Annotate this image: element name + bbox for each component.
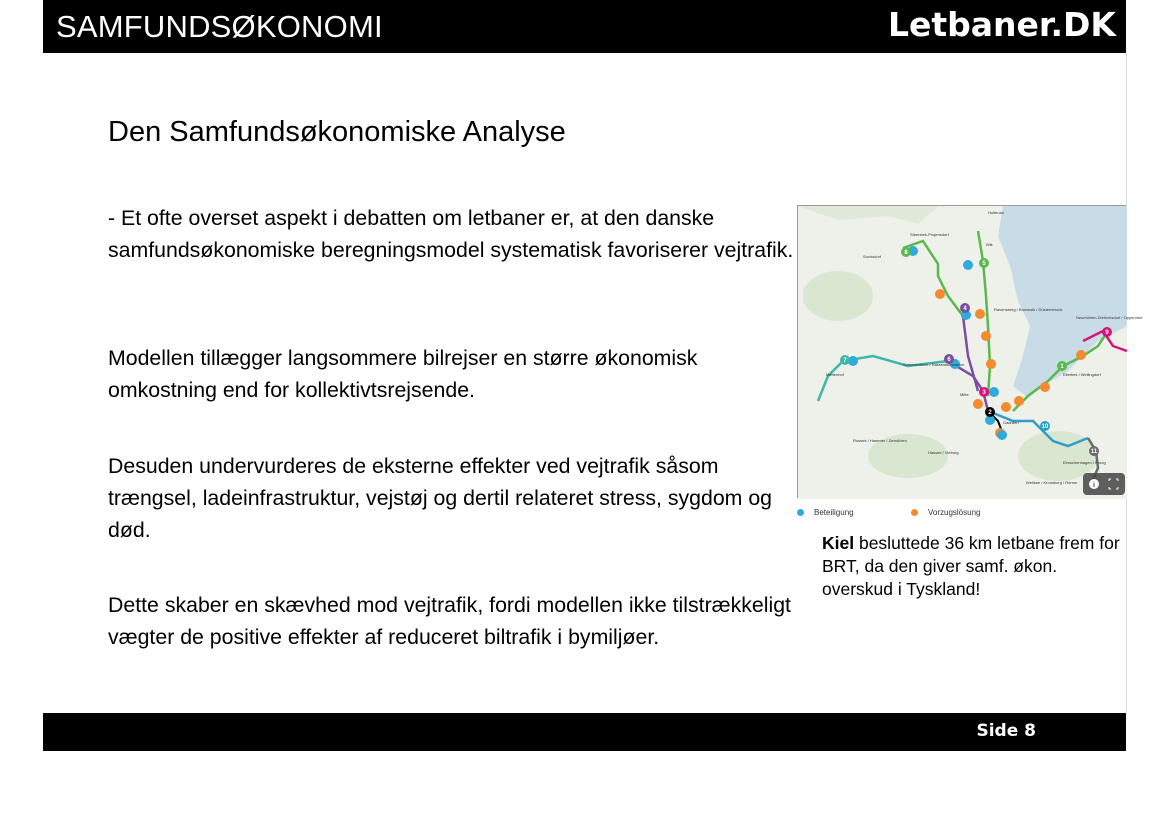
place-label: Steenbek-Projensdorf [910,232,949,237]
line-badge-8: 8 [904,250,908,256]
line-badge-6: 6 [947,357,951,363]
place-label: Wellsee / Kronsburg / Rönne [1026,480,1078,485]
line-badge-7: 7 [843,358,847,364]
line-badge-9: 9 [1105,330,1109,336]
header-bar [43,0,1126,53]
place-label: Russee / Hammer / Demühlen [853,438,907,443]
place-label: Gaarden [1003,420,1019,425]
map-caption [822,532,1122,601]
place-label: Neumühlen-Dietrichsdorf / Oppendorf [1076,315,1143,320]
place-label: Wik [986,242,993,247]
place-label: Suchsdorf [863,254,882,259]
footer-bar [43,713,1126,751]
caption-text: besluttede 36 km letbane frem for BRT, da den giver samf. økon. overskud i Tyskland! [822,533,1120,599]
line-badge-2: 2 [988,410,992,416]
place-label: Schreventeich / Hasseldieksdamm [903,362,965,367]
svg-text:i: i [1093,482,1095,489]
place-label: Holtenau [988,210,1005,215]
line-badge-3: 3 [982,390,986,396]
place-label: Elmschenhagen / Kroog [1063,460,1106,465]
line-badge-1: 1 [1060,364,1064,370]
vorzugsloesung-icon [911,509,918,516]
paragraph-4: Dette skaber en skævhed mod vejtrafik, fordi modellen ikke tilstrækkeligt vægter de positive effekter af reduceret biltrafik i bymiljøer. [108,593,791,649]
paragraph-1: - Et ofte overset aspekt i debatten om letbaner er, at den danske samfundsøkonomiske beregningsmodel systematisk favoriserer vejtrafik. [108,206,794,262]
place-label: Ellerbek / Wellingdorf [1063,372,1101,377]
place-label: Mitte [960,392,969,397]
section-title: SAMFUNDSØKONOMI [56,9,383,44]
beteiligung-icon [797,509,804,516]
line-badge-10: 10 [1041,424,1049,430]
place-label: Mettenhof [826,372,844,377]
legend-beteiligung: Beteiligung [797,508,854,517]
paragraph-2: Modellen tillægger langsommere bilrejser en større økonomisk omkostning end for kollektivtsrejsende. [108,346,698,402]
caption-city: Kiel [822,533,855,553]
line-badge-11: 11 [1090,449,1098,455]
line-badge-4: 4 [963,306,967,312]
kiel-tram-map [797,205,1143,498]
place-label: Hassee / Vieburg [928,450,959,455]
brand-logo: Letbaner.DK [887,5,1116,44]
paragraph-3: Desuden undervurderes de eksterne effekter ved vejtrafik såsom trængsel, ladeinfrastruktur, vejstøj og dertil relateret stress, sygdom og død. [108,454,773,542]
page-number: Side 8 [976,721,1036,741]
slide-title: Den Samfundsøkonomiske Analyse [108,116,566,148]
line-badge-5: 5 [982,261,986,267]
legend-vorzugsloesung: Vorzugslösung [911,508,980,517]
place-label: Ravensberg / Brunswik / Düsternbrook [994,307,1063,312]
